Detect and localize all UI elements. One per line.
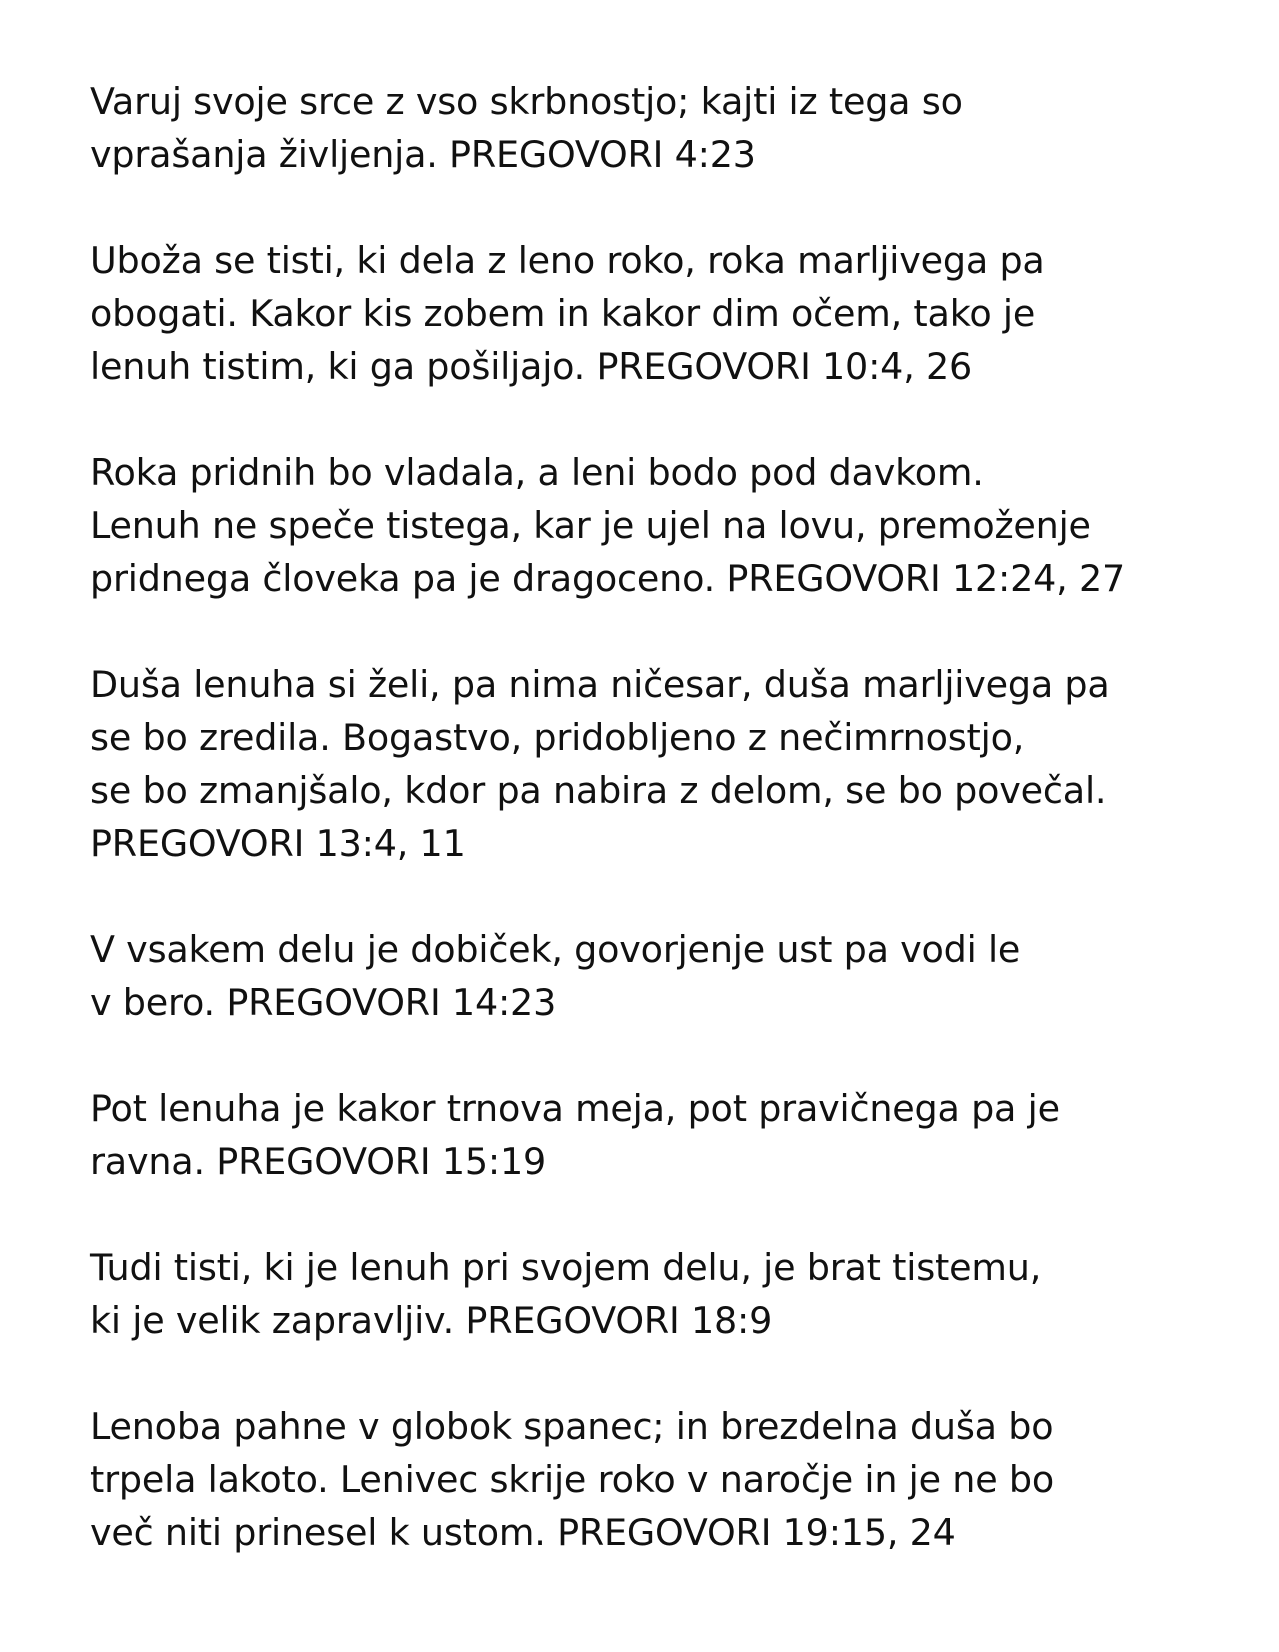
verse-line: Lenuh ne speče tistega, kar je ujel na lovu, premoženje bbox=[90, 504, 1091, 547]
verse-line: v bero. PREGOVORI 14:23 bbox=[90, 981, 557, 1024]
verse-line: več niti prinesel k ustom. PREGOVORI 19:15, 24 bbox=[90, 1511, 956, 1554]
verse-line: ravna. PREGOVORI 15:19 bbox=[90, 1140, 547, 1183]
verse-line: Roka pridnih bo vladala, a leni bodo pod davkom. bbox=[90, 451, 984, 494]
verse-line: V vsakem delu je dobiček, govorjenje ust pa vodi le bbox=[90, 928, 1021, 971]
verse-list bbox=[90, 75, 1240, 1612]
verse-paragraph-4 bbox=[90, 658, 1240, 870]
verse-line: Uboža se tisti, ki dela z leno roko, roka marljivega pa bbox=[90, 239, 1045, 282]
verse-line: lenuh tistim, ki ga pošiljajo. PREGOVORI 10:4, 26 bbox=[90, 345, 973, 388]
verse-paragraph-2 bbox=[90, 234, 1240, 393]
verse-line: ki je velik zapravljiv. PREGOVORI 18:9 bbox=[90, 1299, 773, 1342]
verse-line: Tudi tisti, ki je lenuh pri svojem delu, je brat tistemu, bbox=[90, 1246, 1042, 1289]
verse-line: obogati. Kakor kis zobem in kakor dim očem, tako je bbox=[90, 292, 1036, 335]
verse-paragraph-6 bbox=[90, 1082, 1240, 1188]
verse-paragraph-5 bbox=[90, 923, 1240, 1029]
verse-line: Varuj svoje srce z vso skrbnostjo; kajti iz tega so bbox=[90, 80, 963, 123]
verse-paragraph-8 bbox=[90, 1400, 1240, 1559]
verse-line: se bo zredila. Bogastvo, pridobljeno z nečimrnostjo, bbox=[90, 716, 1025, 759]
verse-line: Lenoba pahne v globok spanec; in brezdelna duša bo bbox=[90, 1405, 1054, 1448]
verse-paragraph-1 bbox=[90, 75, 1240, 181]
verse-paragraph-7 bbox=[90, 1241, 1240, 1347]
verse-line: se bo zmanjšalo, kdor pa nabira z delom, se bo povečal. bbox=[90, 769, 1107, 812]
verse-line: trpela lakoto. Lenivec skrije roko v naročje in je ne bo bbox=[90, 1458, 1054, 1501]
verse-paragraph-3 bbox=[90, 446, 1240, 605]
verse-line: Pot lenuha je kakor trnova meja, pot pravičnega pa je bbox=[90, 1087, 1060, 1130]
verse-line: pridnega človeka pa je dragoceno. PREGOVORI 12:24, 27 bbox=[90, 557, 1126, 600]
verse-line: vprašanja življenja. PREGOVORI 4:23 bbox=[90, 133, 756, 176]
verse-line: Duša lenuha si želi, pa nima ničesar, duša marljivega pa bbox=[90, 663, 1110, 706]
verse-line: PREGOVORI 13:4, 11 bbox=[90, 822, 466, 865]
